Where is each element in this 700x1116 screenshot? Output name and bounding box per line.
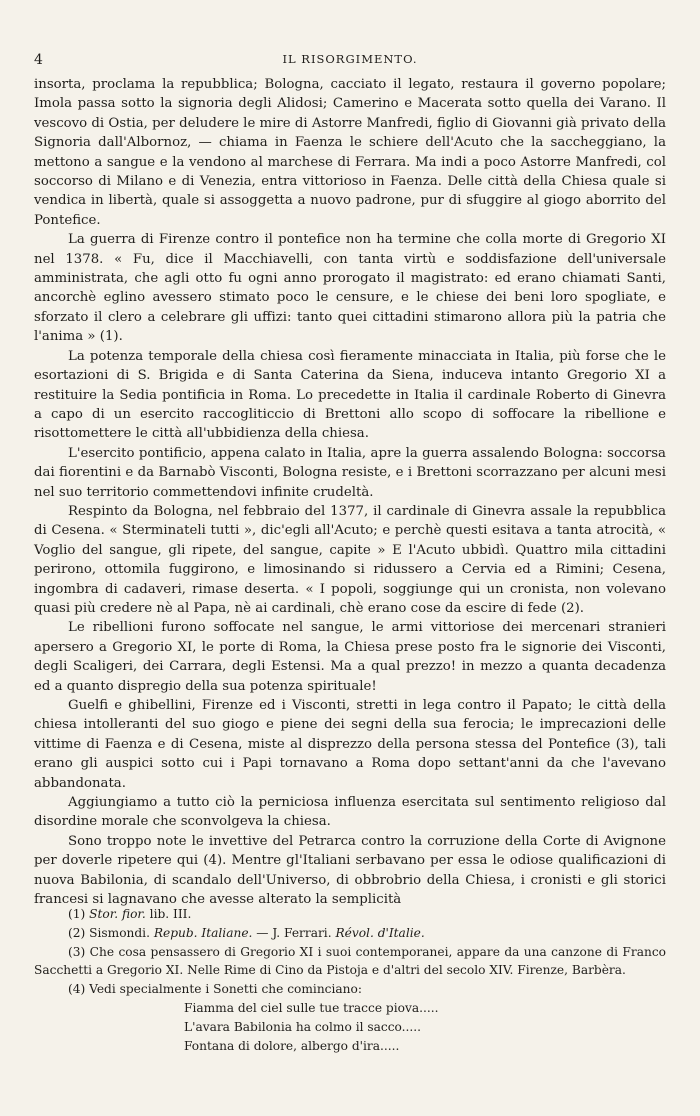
paragraph: Respinto da Bologna, nel febbraio del 1377, il cardinale di Ginevra assale la repubblica di Cesena. « Sterminateli tutti », dic'egli all'Acuto; e perchè questi esitava a tanta atrocità, « Voglio del sangue, gli ripete, del sangue, capite » E l'Acuto ubbidì. Quattro mila cittadini perirono, ottomila fuggirono, e limosinando si ridussero a Cervia ed a Rimini; Cesena, ingombra di cadaveri, rimase deserta. « I popoli, soggiunge qui un cronista, non volevano quasi più credere nè al Papa, nè ai cardinali, chè erano cose da escire di fede (2). bbox=[34, 503, 666, 616]
footnote-1 bbox=[34, 905, 666, 924]
footnotes bbox=[34, 905, 666, 1055]
paragraph: La potenza temporale della chiesa così fieramente minacciata in Italia, più forse che le esortazioni di S. Brigida e di Santa Caterina da Siena, induceva intanto Gregorio XI a restituire la Sedia pontificia in Roma. Lo precedette in Italia il cardinale Roberto di Ginevra a capo di un esercito raccogliticcio di Brettoni allo scopo di soffocare la ribellione e risottomettere le città all'ubbidienza della chiesa. bbox=[34, 348, 666, 442]
page-number: 4 bbox=[34, 52, 43, 68]
page-header bbox=[34, 52, 666, 72]
footnote-3: (3) Che cosa pensassero di Gregorio XI i suoi contemporanei, appare da una canzone di Franco Sacchetti a Gregorio XI. Nelle Rime di Cino da Pistoja e d'altri del secolo XIV. Firenze, Barbèra. bbox=[34, 944, 666, 978]
paragraph: Guelfi e ghibellini, Firenze ed i Visconti, stretti in lega contro il Papato; le città della chiesa intolleranti del suo giogo e piene dei segni della sua ferocia; le imprecazioni delle vittime di Faenza e di Cesena, miste al disprezzo della persona stessa del Pontefice (3), tali erano gli auspici sotto cui i Papi tornavano a Roma dopo settant'anni da che l'avevano abbandonata. bbox=[34, 698, 666, 791]
footnote-2-number: (2) bbox=[68, 925, 86, 940]
body-text bbox=[34, 75, 666, 909]
footnote-1-ref: lib. III. bbox=[145, 907, 192, 921]
footnote-2-title-1: Repub. Italiane. bbox=[153, 925, 253, 940]
footnote-2-author: Sismondi. bbox=[85, 925, 154, 940]
paragraph: La guerra di Firenze contro il pontefice non ha termine che colla morte di Gregorio XI nel 1378. « Fu, dice il Macchiavelli, con tanta virtù e soddisfazione dell'universale amministrata, che agli otto fu ogni anno prorogato il magistrato: ed erano chiamati Santi, ancorchè eglino avessero stimato poco le censure, e le chiese dei beni loro spogliate, e sforzato il clero a celebrare gli uffizi: tanto quei cittadini stimarono allora più la patria che l'anima » (1). bbox=[34, 232, 666, 345]
verse-line: Fontana di dolore, albergo d'ira..... bbox=[184, 1038, 400, 1053]
footnote-1-title: Stor. fior. bbox=[89, 907, 146, 921]
footnote-2 bbox=[34, 924, 666, 943]
paragraph: Sono troppo note le invettive del Petrarca contro la corruzione della Corte di Avignone per doverle ripetere qui (4). Mentre gl'Italiani serbavano per essa le odiose qualificazioni di nuova Babilonia, di scandalo dell'Universo, di obbrobrio della Chiesa, i cronisti e gli storici francesi si lagnavano che avesse alterato la semplicità bbox=[34, 833, 666, 908]
footnote-2-title-2: Révol. d'Italie. bbox=[335, 925, 425, 940]
running-title: IL RISORGIMENTO. bbox=[282, 52, 418, 66]
sonnet-incipits bbox=[184, 999, 666, 1055]
paragraph: L'esercito pontificio, appena calato in Italia, apre la guerra assalendo Bologna: soccorsa dai fiorentini e da Barnabò Visconti, Bologna resiste, e i Brettoni scorrazzano per alcuni mesi nel suo territorio commettendovi infinite crudeltà. bbox=[34, 445, 666, 500]
footnote-1-number: (1) bbox=[68, 907, 86, 921]
paragraph: Le ribellioni furono soffocate nel sangue, le armi vittoriose dei mercenari stranieri apersero a Gregorio XI, le porte di Roma, la Chiesa prese posto fra le signorie dei Visconti, degli Scaligeri, dei Carrara, degli Estensi. Ma a qual prezzo! in mezzo a quanta decadenza ed a quanto dispregio della sua potenza spirituale! bbox=[34, 620, 666, 694]
paragraph: insorta, proclama la repubblica; Bologna, cacciato il legato, restaura il governo popolare; Imola passa sotto la signoria degli Alidosi; Camerino e Macerata sotto quella dei Varano. Il vescovo di Ostia, per deludere le mire di Astorre Manfredi, figlio di Giovanni già privato della Signoria dall'Albornoz, — chiama in Faenza le schiere dell'Acuto che la saccheggiano, la mettono a sangue e la vendono al marchese di Ferrara. Ma indi a poco Astorre Manfredi, col soccorso di Milano e di Venezia, entra vittorioso in Faenza. Delle città della Chiesa quale si vendica in libertà, quale si assoggetta a nuovo padrone, pur di sfuggire al giogo aborrito del Pontefice. bbox=[34, 77, 666, 228]
footnote-4: (4) Vedi specialmente i Sonetti che cominciano: bbox=[68, 982, 362, 997]
footnote-2-author-2: — J. Ferrari. bbox=[252, 925, 336, 940]
paragraph: Aggiungiamo a tutto ciò la perniciosa influenza esercitata sul sentimento religioso dal disordine morale che sconvolgeva la chiesa. bbox=[34, 795, 666, 830]
verse-line: Fiamma del ciel sulle tue tracce piova..... bbox=[184, 1000, 439, 1015]
verse-line: L'avara Babilonia ha colmo il sacco..... bbox=[184, 1019, 422, 1034]
